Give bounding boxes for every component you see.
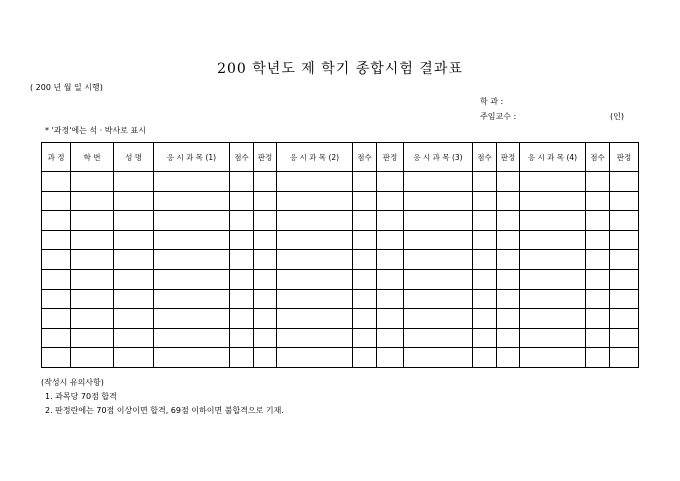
table-cell[interactable] bbox=[610, 191, 639, 211]
table-cell[interactable] bbox=[154, 211, 230, 231]
table-cell[interactable] bbox=[254, 230, 277, 250]
table-cell[interactable] bbox=[473, 191, 497, 211]
table-cell[interactable] bbox=[377, 172, 404, 192]
table-cell[interactable] bbox=[254, 269, 277, 289]
table-cell[interactable] bbox=[42, 211, 71, 231]
table-cell[interactable] bbox=[520, 230, 586, 250]
table-row bbox=[42, 309, 639, 329]
table-cell[interactable] bbox=[497, 172, 520, 192]
table-cell[interactable] bbox=[353, 269, 377, 289]
table-cell[interactable] bbox=[42, 250, 71, 270]
table-cell[interactable] bbox=[377, 191, 404, 211]
table-cell[interactable] bbox=[377, 348, 404, 368]
table-cell[interactable] bbox=[520, 289, 586, 309]
table-cell[interactable] bbox=[520, 211, 586, 231]
table-cell[interactable] bbox=[114, 230, 154, 250]
header-subject-4: 응 시 과 목 (4) bbox=[520, 143, 586, 172]
table-cell[interactable] bbox=[520, 250, 586, 270]
table-cell[interactable] bbox=[610, 289, 639, 309]
table-cell[interactable] bbox=[154, 191, 230, 211]
table-cell[interactable] bbox=[353, 191, 377, 211]
header-result-4: 판정 bbox=[610, 143, 639, 172]
table-cell[interactable] bbox=[254, 289, 277, 309]
table-cell[interactable] bbox=[71, 172, 114, 192]
table-cell[interactable] bbox=[42, 230, 71, 250]
table-cell[interactable] bbox=[154, 328, 230, 348]
table-cell[interactable] bbox=[473, 250, 497, 270]
table-cell[interactable] bbox=[404, 230, 473, 250]
table-cell[interactable] bbox=[610, 172, 639, 192]
table-cell[interactable] bbox=[230, 191, 254, 211]
table-cell[interactable] bbox=[404, 172, 473, 192]
exam-date-line: ( 200 년 월 일 시행) bbox=[30, 83, 103, 92]
table-cell[interactable] bbox=[114, 172, 154, 192]
header-course-type: 과 정 bbox=[42, 143, 71, 172]
table-cell[interactable] bbox=[42, 269, 71, 289]
table-cell[interactable] bbox=[497, 309, 520, 329]
table-cell[interactable] bbox=[254, 211, 277, 231]
table-cell[interactable] bbox=[230, 250, 254, 270]
table-row bbox=[42, 269, 639, 289]
table-cell[interactable] bbox=[71, 269, 114, 289]
table-cell[interactable] bbox=[610, 250, 639, 270]
table-cell[interactable] bbox=[71, 191, 114, 211]
header-score-2: 점수 bbox=[353, 143, 377, 172]
table-cell[interactable] bbox=[277, 348, 353, 368]
table-cell[interactable] bbox=[520, 348, 586, 368]
table-cell[interactable] bbox=[42, 309, 71, 329]
table-cell[interactable] bbox=[377, 211, 404, 231]
table-cell[interactable] bbox=[42, 289, 71, 309]
header-result-2: 판정 bbox=[377, 143, 404, 172]
table-cell[interactable] bbox=[473, 172, 497, 192]
table-cell[interactable] bbox=[154, 289, 230, 309]
advisor-label: 주임교수 : bbox=[480, 112, 517, 121]
table-cell[interactable] bbox=[71, 230, 114, 250]
table-cell[interactable] bbox=[230, 230, 254, 250]
table-cell[interactable] bbox=[497, 230, 520, 250]
table-row bbox=[42, 172, 639, 192]
header-result-1: 판정 bbox=[254, 143, 277, 172]
table-row bbox=[42, 230, 639, 250]
table-cell[interactable] bbox=[377, 289, 404, 309]
table-cell[interactable] bbox=[473, 309, 497, 329]
table-cell[interactable] bbox=[404, 191, 473, 211]
table-cell[interactable] bbox=[497, 328, 520, 348]
course-note: * '과정'에는 석 · 박사로 표시 bbox=[45, 126, 146, 135]
table-cell[interactable] bbox=[154, 309, 230, 329]
table-cell[interactable] bbox=[42, 172, 71, 192]
table-cell[interactable] bbox=[42, 328, 71, 348]
table-cell[interactable] bbox=[154, 269, 230, 289]
table-cell[interactable] bbox=[586, 191, 610, 211]
table-cell[interactable] bbox=[586, 289, 610, 309]
table-body bbox=[42, 172, 639, 368]
table-cell[interactable] bbox=[610, 230, 639, 250]
table-cell[interactable] bbox=[404, 211, 473, 231]
table-cell[interactable] bbox=[277, 269, 353, 289]
table-row bbox=[42, 250, 639, 270]
table-cell[interactable] bbox=[520, 309, 586, 329]
table-cell[interactable] bbox=[404, 328, 473, 348]
results-table bbox=[41, 142, 639, 368]
table-cell[interactable] bbox=[254, 172, 277, 192]
table-cell[interactable] bbox=[586, 309, 610, 329]
table-cell[interactable] bbox=[114, 269, 154, 289]
page-title: 200 학년도 제 학기 종합시험 결과표 bbox=[217, 61, 463, 77]
table-cell[interactable] bbox=[154, 348, 230, 368]
table-cell[interactable] bbox=[353, 289, 377, 309]
table-cell[interactable] bbox=[230, 309, 254, 329]
header-subject-3: 응 시 과 목 (3) bbox=[404, 143, 473, 172]
table-cell[interactable] bbox=[254, 250, 277, 270]
table-cell[interactable] bbox=[353, 230, 377, 250]
header-student-id: 학 번 bbox=[71, 143, 114, 172]
table-cell[interactable] bbox=[230, 328, 254, 348]
table-cell[interactable] bbox=[520, 191, 586, 211]
table-cell[interactable] bbox=[277, 230, 353, 250]
table-cell[interactable] bbox=[277, 309, 353, 329]
table-cell[interactable] bbox=[71, 289, 114, 309]
header-row bbox=[42, 143, 639, 172]
table-cell[interactable] bbox=[404, 269, 473, 289]
table-cell[interactable] bbox=[610, 269, 639, 289]
table-cell[interactable] bbox=[114, 211, 154, 231]
table-cell[interactable] bbox=[473, 348, 497, 368]
table-cell[interactable] bbox=[71, 250, 114, 270]
table-cell[interactable] bbox=[230, 348, 254, 368]
table-cell[interactable] bbox=[353, 309, 377, 329]
table-cell[interactable] bbox=[114, 289, 154, 309]
table-cell[interactable] bbox=[473, 269, 497, 289]
table-cell[interactable] bbox=[377, 250, 404, 270]
table-cell[interactable] bbox=[473, 328, 497, 348]
table-cell[interactable] bbox=[42, 191, 71, 211]
table-cell[interactable] bbox=[277, 328, 353, 348]
table-cell[interactable] bbox=[610, 309, 639, 329]
table-cell[interactable] bbox=[71, 211, 114, 231]
table-cell[interactable] bbox=[277, 172, 353, 192]
table-cell[interactable] bbox=[353, 348, 377, 368]
note-item-2: 2. 판정란에는 70점 이상이면 합격, 69점 이하이면 불합격으로 기재. bbox=[45, 406, 284, 415]
table-cell[interactable] bbox=[114, 309, 154, 329]
table-cell[interactable] bbox=[254, 309, 277, 329]
table-cell[interactable] bbox=[377, 269, 404, 289]
table-cell[interactable] bbox=[377, 309, 404, 329]
table-cell[interactable] bbox=[586, 230, 610, 250]
table-cell[interactable] bbox=[404, 250, 473, 270]
table-cell[interactable] bbox=[71, 309, 114, 329]
header-score-4: 점수 bbox=[586, 143, 610, 172]
table-row bbox=[42, 211, 639, 231]
table-cell[interactable] bbox=[230, 211, 254, 231]
note-item-1: 1. 과목당 70점 합격 bbox=[45, 392, 117, 401]
table-cell[interactable] bbox=[353, 328, 377, 348]
notes-title: (작성시 유의사항) bbox=[41, 378, 104, 387]
table-cell[interactable] bbox=[586, 348, 610, 368]
table-cell[interactable] bbox=[610, 348, 639, 368]
table-row bbox=[42, 328, 639, 348]
department-label: 학 과 : bbox=[480, 97, 504, 106]
table-cell[interactable] bbox=[377, 328, 404, 348]
table-cell[interactable] bbox=[230, 269, 254, 289]
table-cell[interactable] bbox=[610, 211, 639, 231]
table-cell[interactable] bbox=[42, 348, 71, 368]
table-cell[interactable] bbox=[497, 348, 520, 368]
table-cell[interactable] bbox=[497, 191, 520, 211]
table-cell[interactable] bbox=[520, 328, 586, 348]
table-row bbox=[42, 191, 639, 211]
table-cell[interactable] bbox=[497, 211, 520, 231]
table-cell[interactable] bbox=[254, 191, 277, 211]
table-cell[interactable] bbox=[277, 289, 353, 309]
table-cell[interactable] bbox=[586, 211, 610, 231]
table-cell[interactable] bbox=[71, 348, 114, 368]
table-cell[interactable] bbox=[71, 328, 114, 348]
table-cell[interactable] bbox=[586, 172, 610, 192]
table-cell[interactable] bbox=[497, 269, 520, 289]
header-name: 성 명 bbox=[114, 143, 154, 172]
table-cell[interactable] bbox=[353, 211, 377, 231]
table-cell[interactable] bbox=[377, 230, 404, 250]
table-cell[interactable] bbox=[230, 172, 254, 192]
table-cell[interactable] bbox=[277, 250, 353, 270]
table-cell[interactable] bbox=[497, 289, 520, 309]
table-cell[interactable] bbox=[114, 348, 154, 368]
table-cell[interactable] bbox=[404, 348, 473, 368]
table-cell[interactable] bbox=[114, 328, 154, 348]
table-cell[interactable] bbox=[114, 250, 154, 270]
table-cell[interactable] bbox=[154, 172, 230, 192]
table-cell[interactable] bbox=[154, 230, 230, 250]
table-cell[interactable] bbox=[586, 328, 610, 348]
table-cell[interactable] bbox=[610, 328, 639, 348]
table-cell[interactable] bbox=[520, 269, 586, 289]
table-cell[interactable] bbox=[230, 289, 254, 309]
table-cell[interactable] bbox=[254, 328, 277, 348]
header-score-1: 점수 bbox=[230, 143, 254, 172]
header-result-3: 판정 bbox=[497, 143, 520, 172]
table-cell[interactable] bbox=[586, 250, 610, 270]
table-cell[interactable] bbox=[473, 289, 497, 309]
table-cell[interactable] bbox=[277, 191, 353, 211]
table-row bbox=[42, 348, 639, 368]
table-cell[interactable] bbox=[114, 191, 154, 211]
table-cell[interactable] bbox=[154, 250, 230, 270]
table-cell[interactable] bbox=[404, 309, 473, 329]
table-cell[interactable] bbox=[353, 250, 377, 270]
table-cell[interactable] bbox=[254, 348, 277, 368]
header-subject-1: 응 시 과 목 (1) bbox=[154, 143, 230, 172]
table-cell[interactable] bbox=[497, 250, 520, 270]
table-cell[interactable] bbox=[473, 211, 497, 231]
table-cell[interactable] bbox=[404, 289, 473, 309]
header-subject-2: 응 시 과 목 (2) bbox=[277, 143, 353, 172]
table-row bbox=[42, 289, 639, 309]
seal-mark: (인) bbox=[610, 112, 624, 121]
table-cell[interactable] bbox=[353, 172, 377, 192]
header-score-3: 점수 bbox=[473, 143, 497, 172]
table-cell[interactable] bbox=[277, 211, 353, 231]
table-cell[interactable] bbox=[586, 269, 610, 289]
table-cell[interactable] bbox=[473, 230, 497, 250]
table-cell[interactable] bbox=[520, 172, 586, 192]
